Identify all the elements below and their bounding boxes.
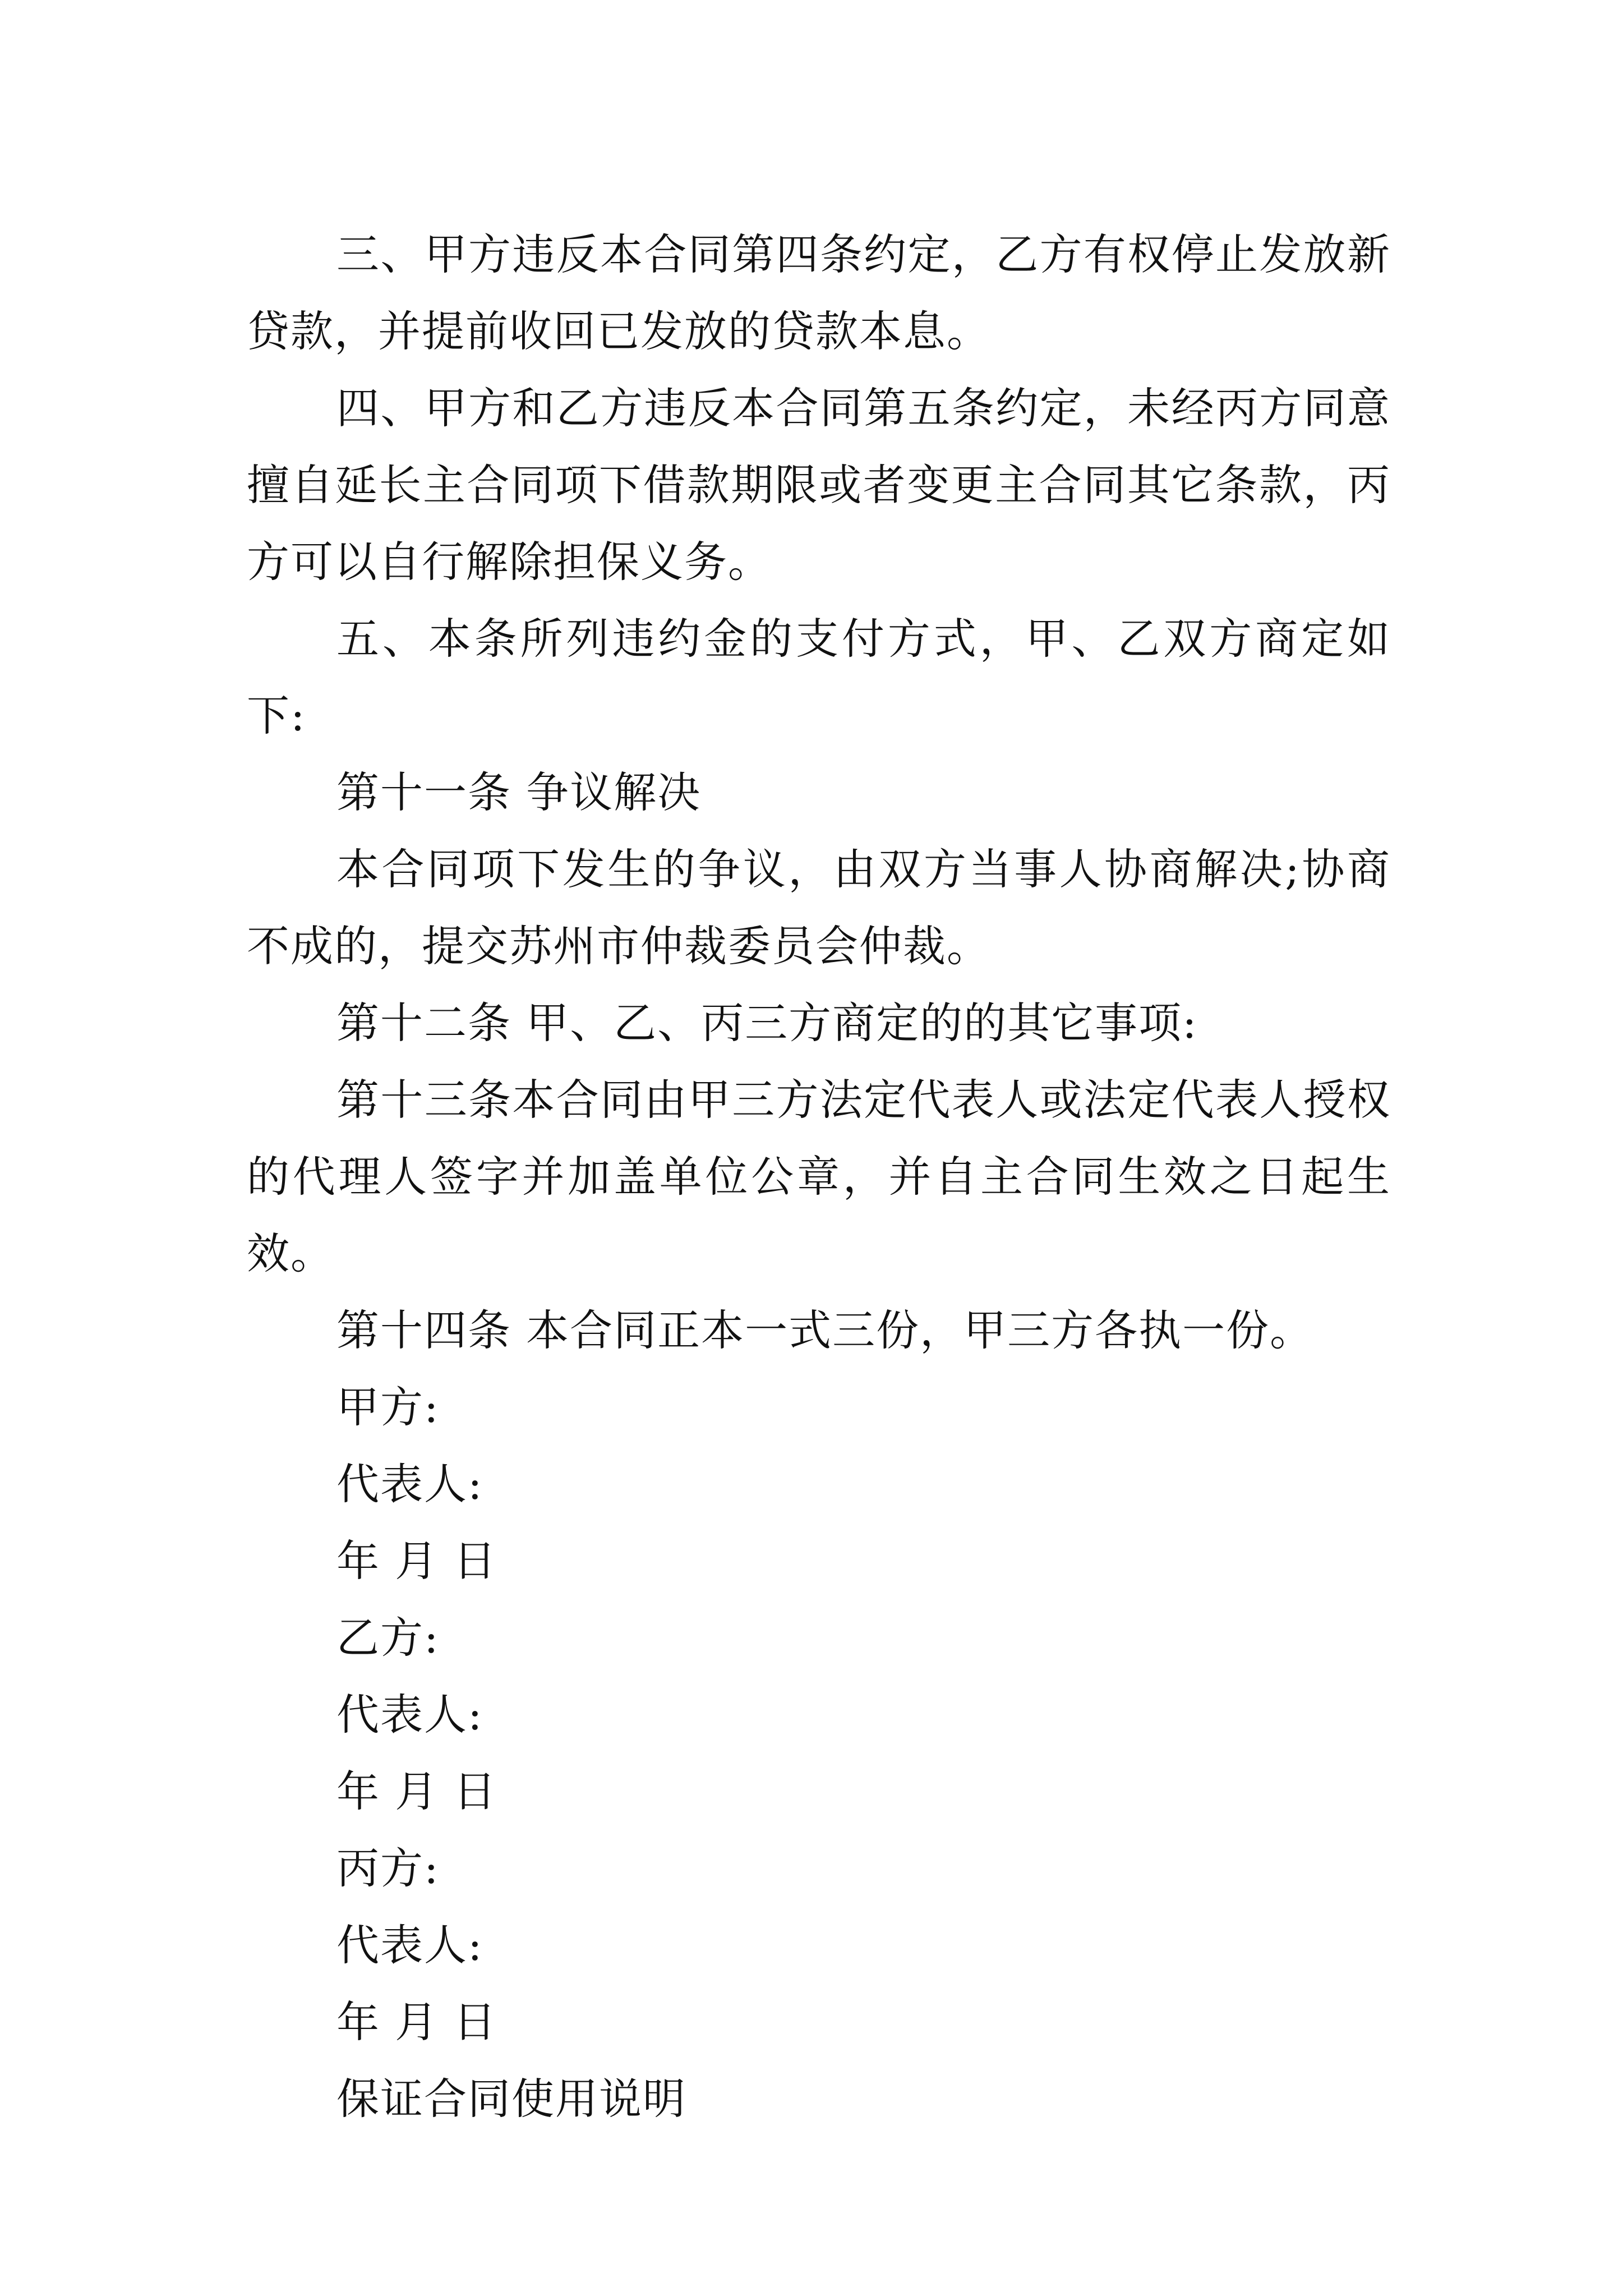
party-a-date: 年 月 日	[336, 1536, 497, 1586]
article-13: 第十三条本合同由甲三方法定代表人或法定代表人授权的代理人签字并加盖单位公章，并自主合同生效之日起生效。	[247, 1075, 1391, 1278]
usage-notes-heading: 保证合同使用说明	[336, 2074, 686, 2124]
article-11-body: 本合同项下发生的争议，由双方当事人协商解决;协商不成的，提交苏州市仲裁委员会仲裁。	[247, 844, 1391, 971]
party-c-representative: 代表人:	[336, 1920, 483, 1970]
party-b-representative: 代表人:	[336, 1690, 483, 1740]
party-c-label: 丙方:	[336, 1843, 440, 1893]
article-12: 第十二条 甲、乙、丙三方商定的的其它事项:	[336, 998, 1198, 1048]
clause-breach-party-a: 三、甲方违反本合同第四条约定，乙方有权停止发放新贷款，并提前收回已发放的贷款本息。	[247, 229, 1391, 356]
clause-breach-parties-ab: 四、甲方和乙方违反本合同第五条约定，未经丙方同意擅自延长主合同项下借款期限或者变更主合同其它条款，丙方可以自行解除担保义务。	[247, 383, 1391, 587]
party-c-date: 年 月 日	[336, 1997, 497, 2047]
article-14: 第十四条 本合同正本一式三份，甲三方各执一份。	[336, 1305, 1314, 1355]
clause-penalty-payment: 五、本条所列违约金的支付方式，甲、乙双方商定如下:	[247, 614, 1391, 740]
article-11-heading: 第十一条 争议解决	[336, 767, 702, 817]
party-b-date: 年 月 日	[336, 1766, 497, 1816]
document-body	[247, 216, 1391, 2137]
party-a-label: 甲方:	[336, 1382, 440, 1432]
party-a-representative: 代表人:	[336, 1459, 483, 1509]
party-b-label: 乙方:	[336, 1613, 440, 1663]
